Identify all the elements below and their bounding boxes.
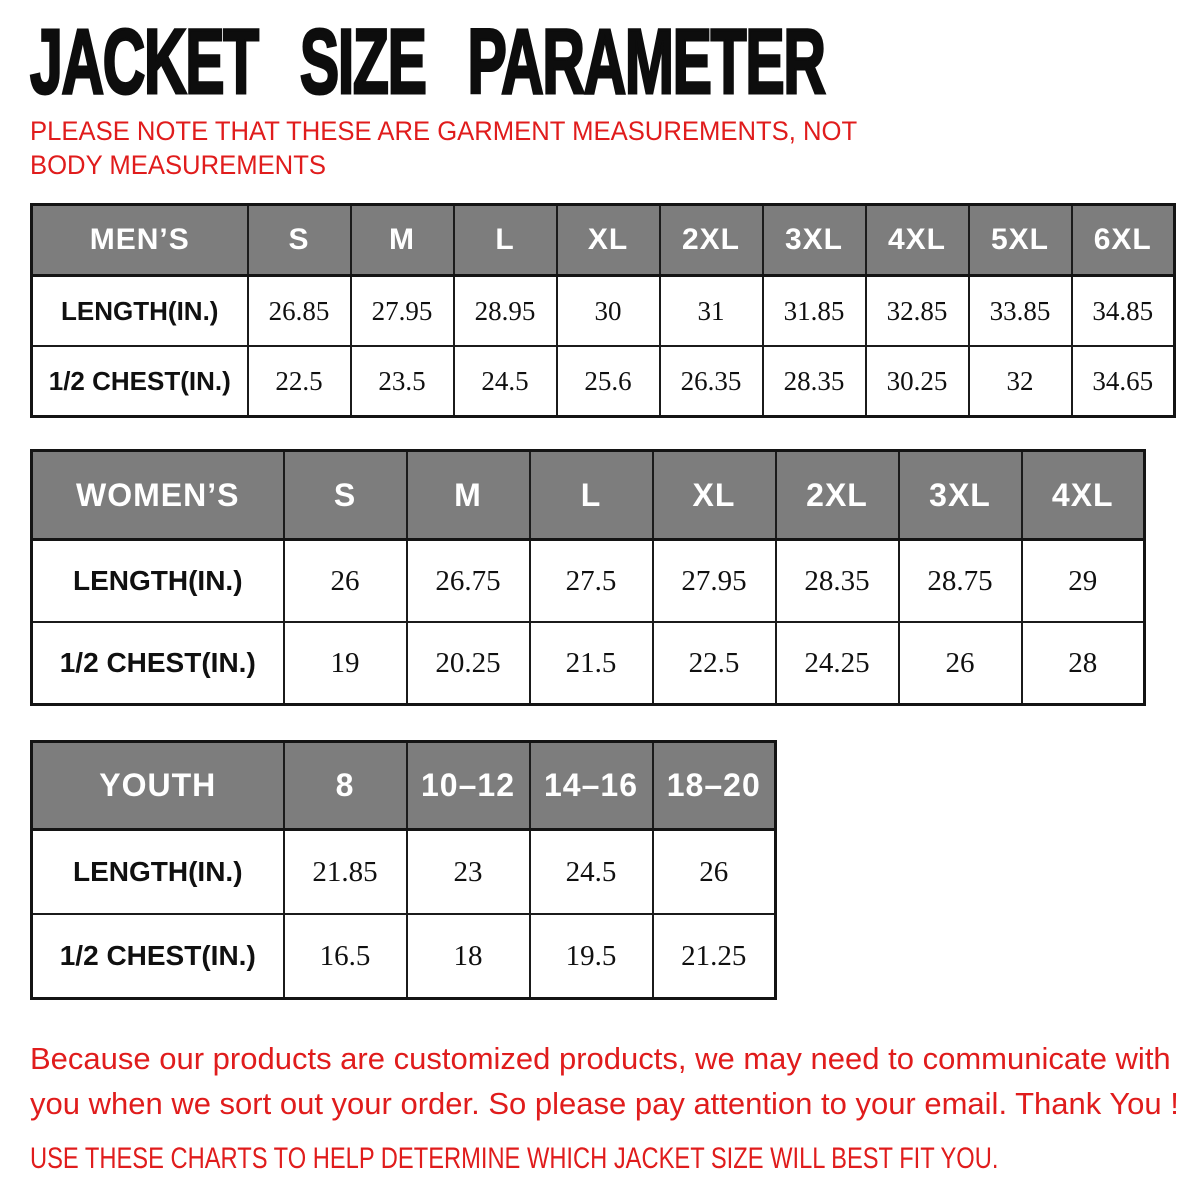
measurement-cell: 32 (969, 346, 1072, 417)
mens-size-table (30, 203, 1176, 418)
page-title-row (30, 11, 1172, 113)
measurement-cell: 24.5 (530, 830, 653, 915)
youth-table-title-cell: YOUTH (32, 742, 284, 830)
row-label: LENGTH(IN.) (32, 830, 284, 915)
measurement-cell: 34.65 (1072, 346, 1175, 417)
measurement-cell: 20.25 (407, 622, 530, 705)
measurement-cell: 28.75 (899, 540, 1022, 623)
size-column-header: 3XL (899, 451, 1022, 540)
customization-notice: Because our products are customized products, we may need to communicate with you when we sort out your order. So please pay attention to your email. Thank You ! (30, 1041, 1179, 1121)
size-column-header: 2XL (776, 451, 899, 540)
mens-table-title-cell: MEN’S (32, 205, 248, 276)
womens-chest-row (32, 622, 1145, 705)
measurement-cell: 28 (1022, 622, 1145, 705)
size-column-header: L (454, 205, 557, 276)
size-column-header: 5XL (969, 205, 1072, 276)
measurement-cell: 26.75 (407, 540, 530, 623)
row-label: 1/2 CHEST(IN.) (32, 346, 248, 417)
size-column-header: M (407, 451, 530, 540)
womens-header-row (32, 451, 1145, 540)
size-column-header: M (351, 205, 454, 276)
size-column-header: 14–16 (530, 742, 653, 830)
measurement-cell: 24.25 (776, 622, 899, 705)
measurement-cell: 27.95 (653, 540, 776, 623)
mens-header-row (32, 205, 1175, 276)
size-chart-cta: USE THESE CHARTS TO HELP DETERMINE WHICH JACKET SIZE WILL BEST FIT YOU. (30, 1142, 999, 1175)
measurement-cell: 29 (1022, 540, 1145, 623)
size-column-header: XL (653, 451, 776, 540)
measurement-cell: 34.85 (1072, 276, 1175, 347)
measurement-cell: 30.25 (866, 346, 969, 417)
measurement-cell: 28.35 (776, 540, 899, 623)
measurement-cell: 19 (284, 622, 407, 705)
measurement-cell: 21.25 (653, 914, 776, 999)
row-label: LENGTH(IN.) (32, 276, 248, 347)
youth-chest-row (32, 914, 776, 999)
garment-measurement-note: PLEASE NOTE THAT THESE ARE GARMENT MEASUREMENTS, NOT BODY MEASUREMENTS (30, 116, 857, 180)
measurement-cell: 19.5 (530, 914, 653, 999)
measurement-cell: 18 (407, 914, 530, 999)
measurement-cell: 26 (653, 830, 776, 915)
size-column-header: 4XL (1022, 451, 1145, 540)
measurement-cell: 26.85 (248, 276, 351, 347)
measurement-cell: 26.35 (660, 346, 763, 417)
size-column-header: 10–12 (407, 742, 530, 830)
size-column-header: 8 (284, 742, 407, 830)
row-label: 1/2 CHEST(IN.) (32, 622, 284, 705)
youth-size-table (30, 740, 777, 1000)
measurement-cell: 30 (557, 276, 660, 347)
measurement-cell: 24.5 (454, 346, 557, 417)
page-title: JACKET SIZE PARAMETER (30, 11, 825, 113)
size-column-header: S (284, 451, 407, 540)
measurement-cell: 26 (899, 622, 1022, 705)
measurement-cell: 22.5 (653, 622, 776, 705)
measurement-cell: 21.85 (284, 830, 407, 915)
size-column-header: S (248, 205, 351, 276)
measurement-cell: 31.85 (763, 276, 866, 347)
measurement-cell: 28.35 (763, 346, 866, 417)
measurement-cell: 25.6 (557, 346, 660, 417)
measurement-cell: 33.85 (969, 276, 1072, 347)
measurement-cell: 27.5 (530, 540, 653, 623)
measurement-cell: 16.5 (284, 914, 407, 999)
size-column-header: XL (557, 205, 660, 276)
size-column-header: 18–20 (653, 742, 776, 830)
womens-size-table (30, 449, 1146, 706)
measurement-cell: 31 (660, 276, 763, 347)
size-column-header: L (530, 451, 653, 540)
size-column-header: 3XL (763, 205, 866, 276)
footer-cta-row (30, 1142, 1172, 1176)
womens-table-title-cell: WOMEN’S (32, 451, 284, 540)
womens-length-row (32, 540, 1145, 623)
row-label: 1/2 CHEST(IN.) (32, 914, 284, 999)
mens-length-row (32, 276, 1175, 347)
measurement-cell: 28.95 (454, 276, 557, 347)
measurement-cell: 27.95 (351, 276, 454, 347)
youth-header-row (32, 742, 776, 830)
measurement-cell: 23.5 (351, 346, 454, 417)
youth-length-row (32, 830, 776, 915)
measurement-cell: 21.5 (530, 622, 653, 705)
measurement-cell: 22.5 (248, 346, 351, 417)
size-column-header: 6XL (1072, 205, 1175, 276)
measurement-cell: 26 (284, 540, 407, 623)
row-label: LENGTH(IN.) (32, 540, 284, 623)
size-column-header: 4XL (866, 205, 969, 276)
measurement-cell: 32.85 (866, 276, 969, 347)
size-column-header: 2XL (660, 205, 763, 276)
measurement-cell: 23 (407, 830, 530, 915)
mens-chest-row (32, 346, 1175, 417)
